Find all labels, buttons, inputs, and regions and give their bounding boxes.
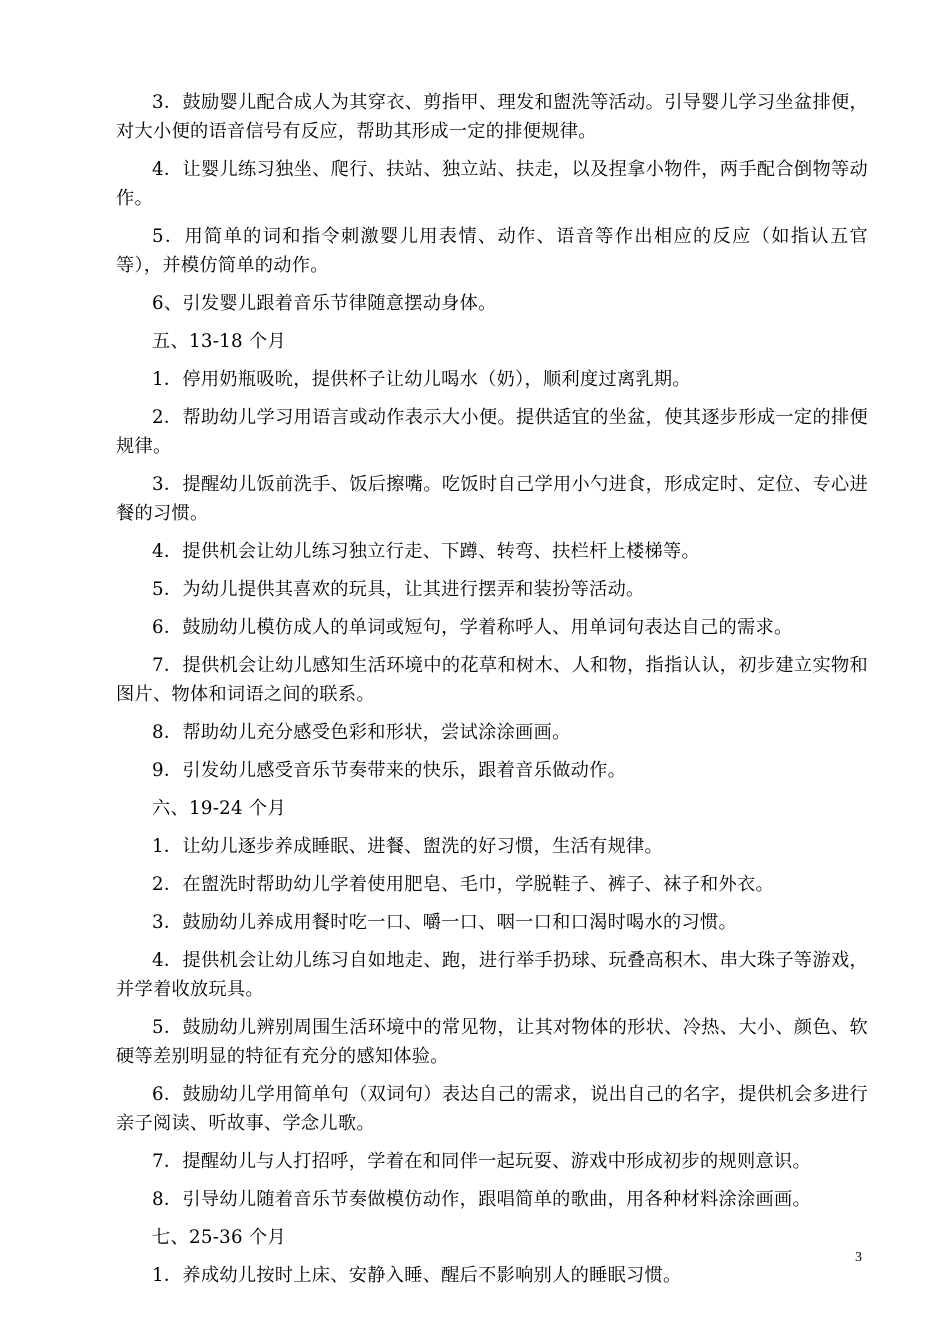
document-body [116,88,868,1299]
list-item: 1．让幼儿逐步养成睡眠、进餐、盥洗的好习惯，生活有规律。 [152,836,664,857]
list-item: 4．提供机会让幼儿练习独立行走、下蹲、转弯、扶栏杆上楼梯等。 [152,541,701,562]
list-item: 3．鼓励婴儿配合成人为其穿衣、剪指甲、理发和盥洗等活动。引导婴儿学习坐盆排便，对大小便的语音信号有反应，帮助其形成一定的排便规律。 [116,92,868,142]
list-item: 2．帮助幼儿学习用语言或动作表示大小便。提供适宜的坐盆，使其逐步形成一定的排便规律。 [116,407,868,457]
list-item: 6．鼓励幼儿模仿成人的单词或短句，学着称呼人、用单词句表达自己的需求。 [152,617,793,638]
list-item: 6．鼓励幼儿学用简单句（双词句）表达自己的需求，说出自己的名字，提供机会多进行亲子阅读、听故事、学念儿歌。 [116,1084,868,1134]
list-item: 7．提醒幼儿与人打招呼，学着在和同伴一起玩耍、游戏中形成初步的规则意识。 [152,1151,811,1172]
list-item: 9．引发幼儿感受音乐节奏带来的快乐，跟着音乐做动作。 [152,760,627,781]
section-heading: 六、19-24 个月 [152,798,286,819]
list-item: 4．让婴儿练习独坐、爬行、扶站、独立站、扶走，以及捏拿小物件，两手配合倒物等动作。 [116,159,868,209]
list-item: 2．在盥洗时帮助幼儿学着使用肥皂、毛巾，学脱鞋子、裤子、袜子和外衣。 [152,874,774,895]
list-item: 5．为幼儿提供其喜欢的玩具，让其进行摆弄和装扮等活动。 [152,579,645,600]
list-item: 5．鼓励幼儿辨别周围生活环境中的常见物，让其对物体的形状、冷热、大小、颜色、软硬等差别明显的特征有充分的感知体验。 [116,1017,868,1067]
list-item: 1．养成幼儿按时上床、安静入睡、醒后不影响别人的睡眠习惯。 [152,1265,682,1286]
list-item: 8．引导幼儿随着音乐节奏做模仿动作，跟唱简单的歌曲，用各种材料涂涂画画。 [152,1189,811,1210]
list-item: 3．鼓励幼儿养成用餐时吃一口、嚼一口、咽一口和口渴时喝水的习惯。 [152,912,737,933]
list-item: 7．提供机会让幼儿感知生活环境中的花草和树木、人和物，指指认认，初步建立实物和图片、物体和词语之间的联系。 [116,655,868,705]
section-heading: 五、13-18 个月 [152,331,286,352]
list-item: 8．帮助幼儿充分感受色彩和形状，尝试涂涂画画。 [152,722,571,743]
list-item: 3．提醒幼儿饭前洗手、饭后擦嘴。吃饭时自己学用小勺进食，形成定时、定位、专心进餐的习惯。 [116,474,868,524]
list-item: 4．提供机会让幼儿练习自如地走、跑，进行举手扔球、玩叠高积木、串大珠子等游戏，并学着收放玩具。 [116,950,868,1000]
list-item: 5．用简单的词和指令刺激婴儿用表情、动作、语音等作出相应的反应（如指认五官等），并模仿简单的动作。 [116,226,868,276]
page-number: 3 [855,1250,862,1265]
list-item: 6、引发婴儿跟着音乐节律随意摆动身体。 [152,293,497,314]
section-heading: 七、25-36 个月 [152,1227,286,1248]
list-item: 1．停用奶瓶吸吮，提供杯子让幼儿喝水（奶），顺利度过离乳期。 [152,369,691,390]
